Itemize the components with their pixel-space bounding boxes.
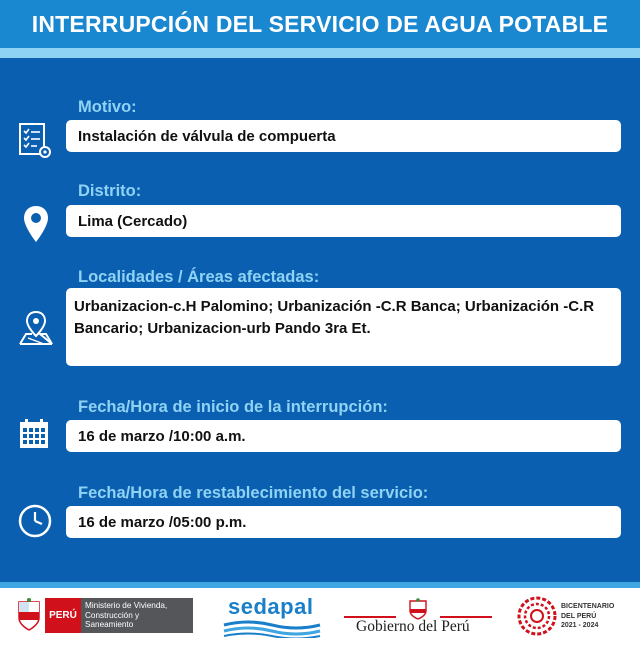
distrito-label: Distrito: [78,182,142,200]
ministerio-name: Ministerio de Vivienda, Construcción y Saneamiento [81,598,193,633]
bicentenario-logo [515,594,635,642]
inicio-value: 16 de marzo /10:00 a.m. [66,420,621,452]
restablecimiento-value: 16 de marzo /05:00 p.m. [66,506,621,538]
page-title: INTERRUPCIÓN DEL SERVICIO DE AGUA POTABLE [31,10,609,37]
ministerio-logo [45,598,193,633]
footer [0,588,640,646]
sedapal-logo [222,594,322,640]
info-panel [0,58,640,582]
wave-icon [222,620,322,638]
clock-icon [18,504,52,538]
bicentenario-line2: DEL PERÚ [561,612,597,620]
distrito-value: Lima (Cercado) [66,205,621,237]
bicentenario-line1: BICENTENARIO [561,603,615,610]
peru-flag-label: PERÚ [45,598,81,633]
motivo-label: Motivo: [78,98,137,116]
map-pin-icon [18,310,54,346]
calendar-icon [18,418,50,450]
motivo-value: Instalación de válvula de compuerta [66,120,621,152]
checklist-gear-icon [18,122,54,160]
restablecimiento-label: Fecha/Hora de restablecimiento del servicio: [78,484,429,502]
inicio-label: Fecha/Hora de inicio de la interrupción: [78,398,388,416]
location-pin-icon [22,204,50,244]
gobierno-logo [344,594,494,640]
peru-coat-of-arms-icon [16,598,42,632]
coat-of-arms-icon [406,598,430,620]
bicentenario-line3: 2021 - 2024 [561,622,599,629]
header-stripe [0,48,640,58]
bicentenario-text [561,602,614,631]
sedapal-name: sedapal [228,594,314,619]
header-bar [0,0,640,48]
localidades-value: Urbanizacion-c.H Palomino; Urbanización -C.R Banca; Urbanización -C.R Bancario; Urbanizacion-urb Pando 3ra Et. [66,288,621,366]
localidades-label: Localidades / Áreas afectadas: [78,268,320,286]
bicentenario-emblem-icon [517,596,557,636]
gobierno-name: Gobierno del Perú [356,618,470,635]
